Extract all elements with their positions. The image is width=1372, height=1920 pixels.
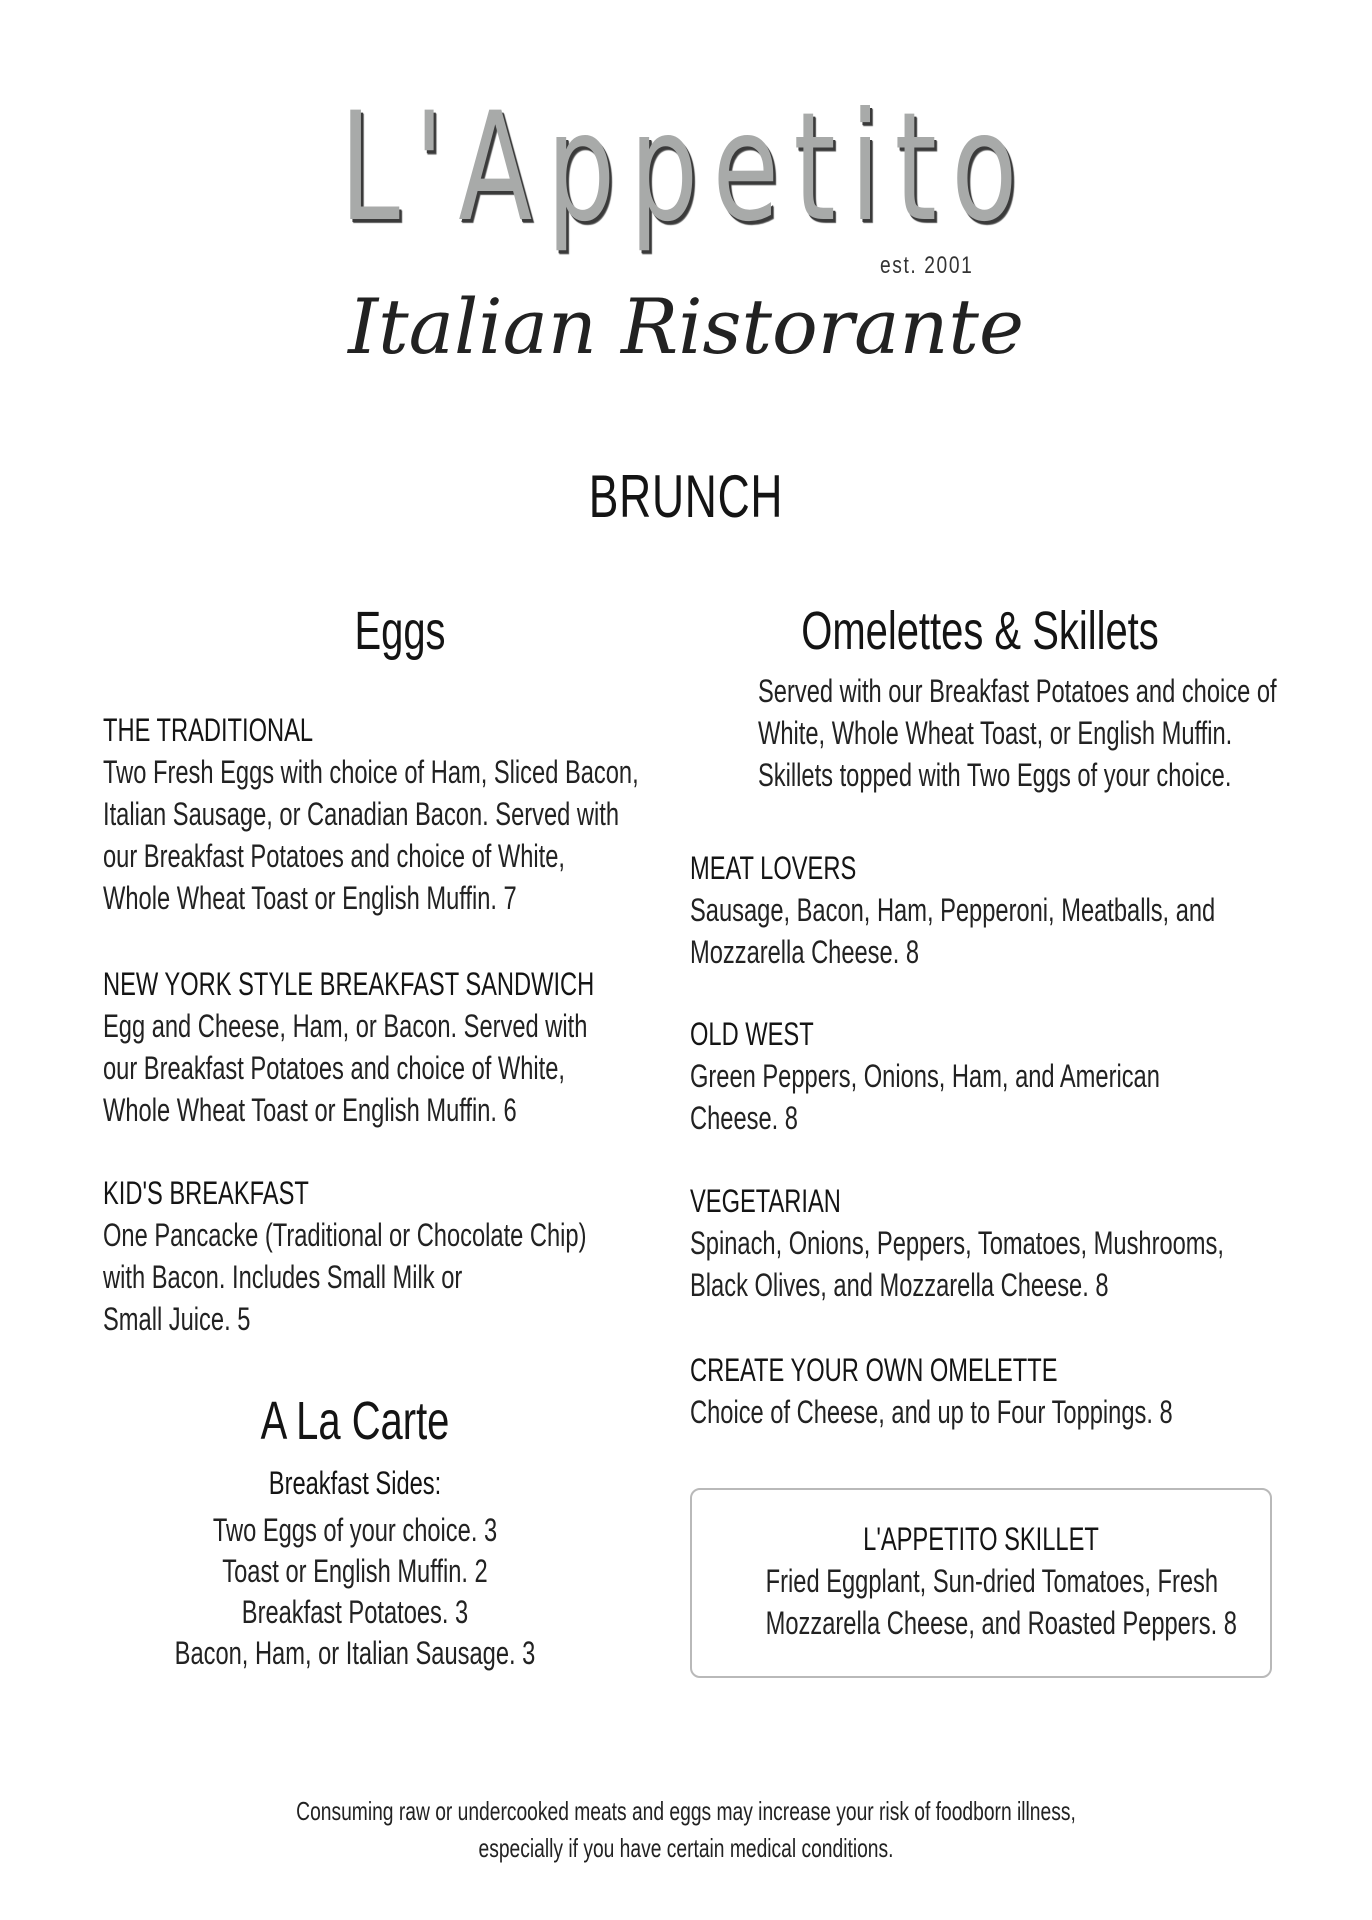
- item-name: L'APPETITO SKILLET: [863, 1521, 1099, 1557]
- item-desc-line: Italian Sausage, or Canadian Bacon. Served with: [103, 796, 620, 832]
- sides-subtitle: Breakfast Sides:: [268, 1465, 442, 1501]
- item-desc-line: our Breakfast Potatoes and choice of White,: [103, 1050, 566, 1086]
- established-year: est. 2001: [880, 252, 974, 279]
- item-name: OLD WEST: [690, 1016, 814, 1052]
- menu-item: [690, 1013, 1252, 1139]
- item-desc-line: Egg and Cheese, Ham, or Bacon. Served with: [103, 1008, 588, 1044]
- health-disclaimer: [178, 1793, 1193, 1867]
- item-desc-line: Mozzarella Cheese. 8: [690, 934, 920, 970]
- item-desc-line: Choice of Cheese, and up to Four Toppings. 8: [690, 1394, 1173, 1430]
- disclaimer-line: Consuming raw or undercooked meats and eggs may increase your risk of foodborn illness,: [296, 1796, 1076, 1826]
- item-name: VEGETARIAN: [690, 1183, 841, 1219]
- menu-item: [690, 1349, 1252, 1433]
- menu-item: [103, 963, 665, 1131]
- menu-title: BRUNCH: [588, 463, 784, 530]
- item-desc-line: Cheese. 8: [690, 1100, 798, 1136]
- item-desc-line: Spinach, Onions, Peppers, Tomatoes, Mushrooms,: [690, 1225, 1224, 1261]
- side-item: Toast or English Muffin. 2: [222, 1553, 488, 1589]
- intro-line: Served with our Breakfast Potatoes and choice of: [758, 673, 1277, 709]
- section-title-omelettes: Omelettes & Skillets: [801, 601, 1159, 661]
- item-desc-line: Mozzarella Cheese, and Roasted Peppers. 8: [765, 1605, 1237, 1641]
- item-desc-line: Small Juice. 5: [103, 1301, 251, 1337]
- restaurant-tagline: Italian Ristorante: [348, 282, 1024, 371]
- item-desc-line: Green Peppers, Onions, Ham, and American: [690, 1058, 1160, 1094]
- item-desc-line: Two Fresh Eggs with choice of Ham, Sliced Bacon,: [103, 754, 639, 790]
- item-desc-line: Whole Wheat Toast or English Muffin. 6: [103, 1092, 517, 1128]
- menu-item: [103, 1172, 665, 1340]
- side-item: Two Eggs of your choice. 3: [212, 1512, 498, 1548]
- omelettes-intro: [758, 670, 1277, 796]
- intro-line: White, Whole Wheat Toast, or English Muffin.: [758, 715, 1233, 751]
- item-name: NEW YORK STYLE BREAKFAST SANDWICH: [103, 966, 595, 1002]
- menu-item: [690, 1180, 1252, 1306]
- item-desc-line: Fried Eggplant, Sun-dried Tomatoes, Fresh: [765, 1563, 1219, 1599]
- restaurant-logo: L'Appetito: [339, 81, 1032, 255]
- sides-list: [170, 1510, 540, 1674]
- side-item: Breakfast Potatoes. 3: [241, 1594, 469, 1630]
- featured-skillet: [765, 1518, 1237, 1644]
- item-name: CREATE YOUR OWN OMELETTE: [690, 1352, 1058, 1388]
- item-name: KID'S BREAKFAST: [103, 1175, 309, 1211]
- item-desc-line: Whole Wheat Toast or English Muffin. 7: [103, 880, 517, 916]
- section-title-a-la-carte: A La Carte: [260, 1391, 450, 1451]
- item-desc-line: Sausage, Bacon, Ham, Pepperoni, Meatballs, and: [690, 892, 1216, 928]
- item-desc-line: Black Olives, and Mozzarella Cheese. 8: [690, 1267, 1109, 1303]
- section-title-eggs: Eggs: [354, 601, 446, 661]
- menu-item: [690, 847, 1252, 973]
- item-name: MEAT LOVERS: [690, 850, 857, 886]
- item-desc-line: One Pancacke (Traditional or Chocolate Chip): [103, 1217, 587, 1253]
- intro-line: Skillets topped with Two Eggs of your choice.: [758, 757, 1232, 793]
- item-name: THE TRADITIONAL: [103, 712, 314, 748]
- disclaimer-line: especially if you have certain medical conditions.: [478, 1833, 894, 1863]
- item-desc-line: our Breakfast Potatoes and choice of White,: [103, 838, 566, 874]
- side-item: Bacon, Ham, or Italian Sausage. 3: [174, 1635, 536, 1671]
- item-desc-line: with Bacon. Includes Small Milk or: [103, 1259, 463, 1295]
- menu-item: [103, 709, 665, 919]
